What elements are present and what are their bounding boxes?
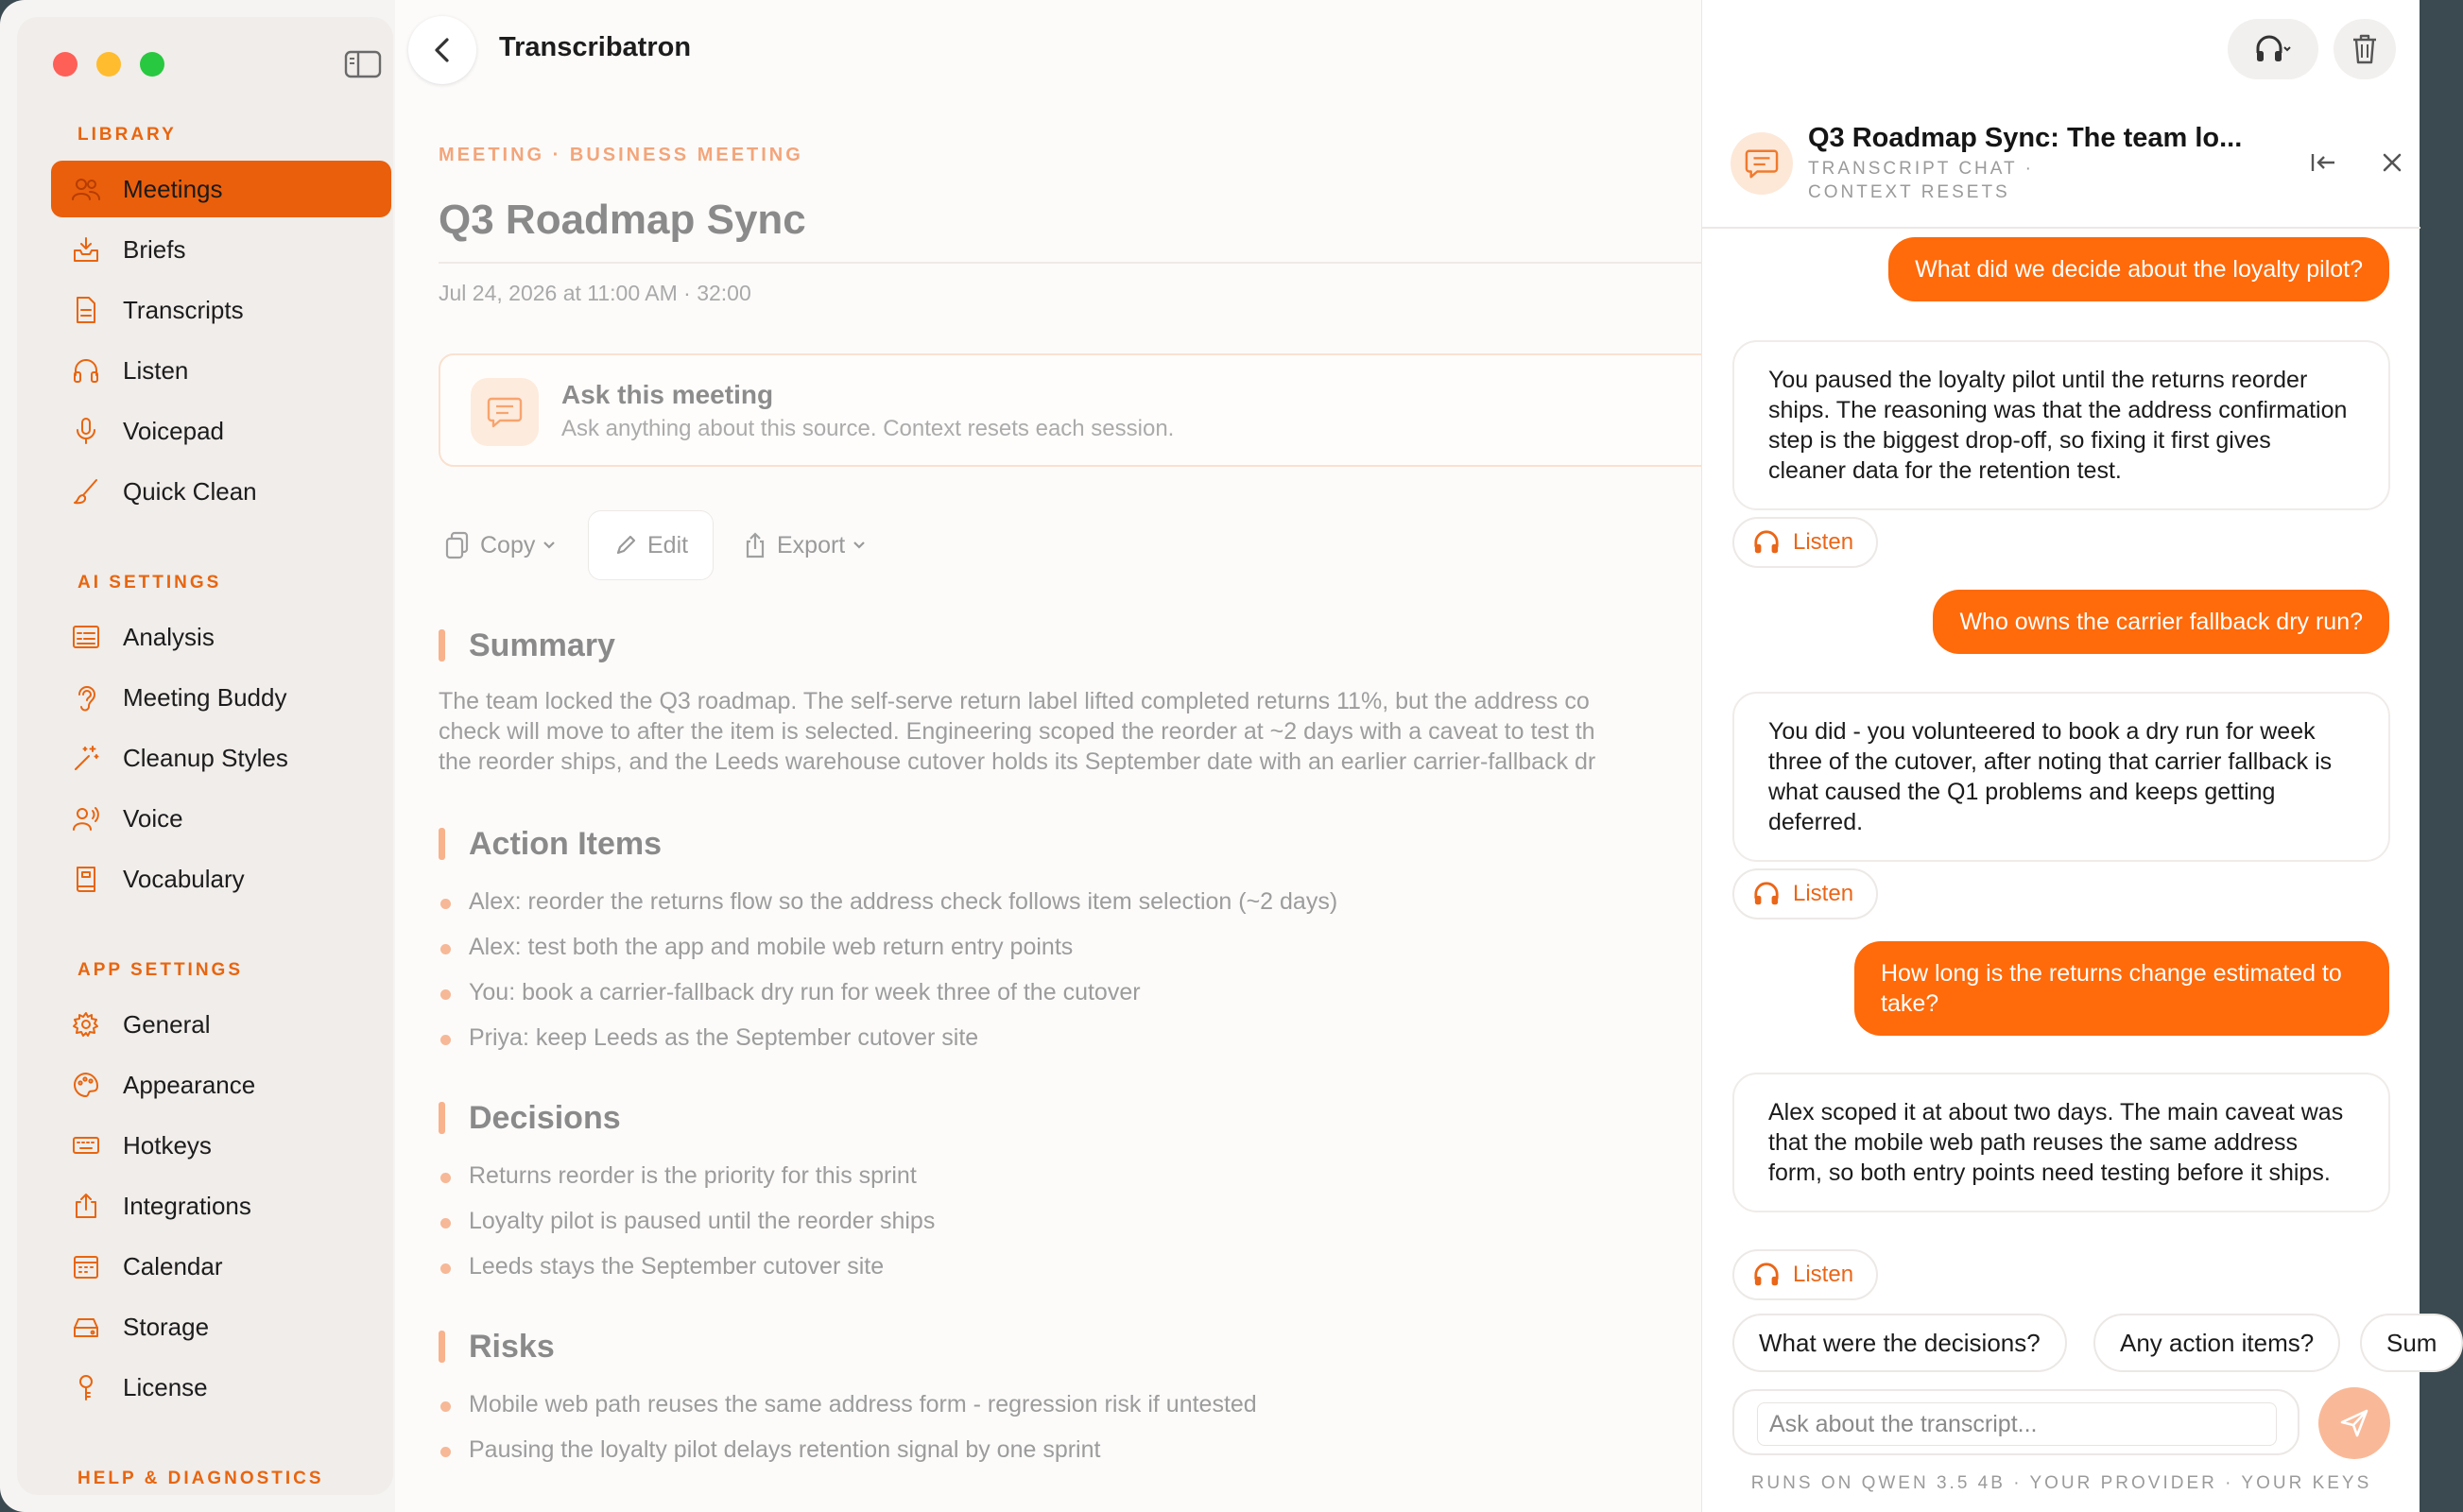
action-items-list <box>439 885 1337 1066</box>
summary-heading: Summary <box>439 627 615 664</box>
chat-title: Q3 Roadmap Sync: The team lo... <box>1808 123 2243 153</box>
voice-icon <box>72 804 100 833</box>
drive-icon <box>72 1313 100 1341</box>
send-button[interactable] <box>2318 1387 2390 1459</box>
list-item: Mobile web path reuses the same address form - regression risk if untested <box>439 1387 1257 1433</box>
headphones-icon <box>1753 1263 1780 1287</box>
sidebar-item-label: Hotkeys <box>123 1130 212 1160</box>
sidebar-item-analysis[interactable] <box>51 609 391 665</box>
sidebar-item-hotkeys[interactable] <box>51 1117 391 1174</box>
sidebar-item-transcripts[interactable] <box>51 282 391 338</box>
audio-output-button[interactable] <box>2228 19 2318 79</box>
ask-title: Ask this meeting <box>561 380 774 409</box>
sidebar-item-cleanup-styles[interactable] <box>51 730 391 786</box>
ask-meeting-card[interactable] <box>439 353 1743 467</box>
palette-icon <box>72 1071 100 1099</box>
export-button[interactable] <box>743 510 868 580</box>
app-title: Transcribatron <box>499 32 692 62</box>
sidebar-item-quick-clean[interactable] <box>51 463 391 520</box>
delete-button[interactable] <box>2334 19 2396 79</box>
sidebar-item-label: Vocabulary <box>123 864 245 893</box>
sidebar <box>17 17 393 1495</box>
suggestion-chip[interactable]: Any action items? <box>2093 1314 2340 1372</box>
listen-button[interactable] <box>1732 517 1878 568</box>
sidebar-item-license[interactable] <box>51 1359 391 1416</box>
ask-subtitle: Ask anything about this source. Context resets each session. <box>561 416 1175 441</box>
summary-line: the reorder ships, and the Leeds warehouse cutover holds its September date with an earlier carrier-fallback dr <box>439 748 1596 775</box>
export-label: Export <box>777 531 846 558</box>
sidebar-item-briefs[interactable] <box>51 221 391 278</box>
suggestion-chip[interactable]: Sum <box>2360 1314 2463 1372</box>
chevron-down-icon <box>851 540 868 551</box>
suggestion-chip[interactable]: What were the decisions? <box>1732 1314 2067 1372</box>
sidebar-item-label: Voicepad <box>123 416 224 445</box>
close-icon <box>2381 151 2403 174</box>
listen-label: Listen <box>1793 881 1854 906</box>
listen-label: Listen <box>1793 1262 1854 1287</box>
edit-button[interactable] <box>588 510 714 580</box>
chat-bubble-icon <box>471 378 539 446</box>
decisions-heading: Decisions <box>439 1100 621 1137</box>
list-item: Returns reorder is the priority for this sprint <box>439 1159 935 1204</box>
sidebar-item-label: Appearance <box>123 1070 256 1099</box>
sidebar-item-label: Quick Clean <box>123 476 257 506</box>
title-divider <box>439 262 1705 264</box>
sidebar-item-label: General <box>123 1009 211 1039</box>
list-item: Alex: test both the app and mobile web return entry points <box>439 930 1337 975</box>
sidebar-item-appearance[interactable] <box>51 1057 391 1113</box>
list-item: Loyalty pilot is paused until the reorder ships <box>439 1204 935 1249</box>
headphones-icon <box>1753 530 1780 555</box>
provider-footer: RUNS ON QWEN 3.5 4B · YOUR PROVIDER · YOUR KEYS <box>1750 1473 2372 1493</box>
key-icon <box>72 1373 100 1401</box>
summary-line: The team locked the Q3 roadmap. The self-serve return label lifted completed returns 11%, but the address co <box>439 688 1590 714</box>
sidebar-item-label: Storage <box>123 1312 210 1341</box>
headphones-icon <box>1753 882 1780 906</box>
sidebar-item-voice[interactable] <box>51 790 391 847</box>
headphones-icon <box>72 356 100 385</box>
risks-heading: Risks <box>439 1329 555 1366</box>
sidebar-item-label: Cleanup Styles <box>123 743 288 772</box>
assistant-message: Alex scoped it at about two days. The main caveat was that the mobile web path reuses the same address form, so both entry points need testing before it ships. <box>1732 1073 2390 1212</box>
chat-header-divider <box>1702 227 2420 229</box>
listen-button[interactable] <box>1732 868 1878 919</box>
chat-subtitle <box>1808 157 2034 204</box>
sidebar-item-calendar[interactable] <box>51 1238 391 1295</box>
copy-icon <box>444 530 471 560</box>
sidebar-item-label: Calendar <box>123 1251 223 1280</box>
page-title: Q3 Roadmap Sync <box>439 197 806 243</box>
sidebar-item-label: Meetings <box>123 174 223 203</box>
calendar-icon <box>72 1252 100 1280</box>
list-icon <box>72 623 100 651</box>
arrow-left-bar-icon <box>2310 151 2338 174</box>
share-icon <box>72 1192 100 1220</box>
sidebar-item-meetings[interactable] <box>51 161 391 217</box>
sidebar-item-voicepad[interactable] <box>51 403 391 459</box>
sidebar-section-title: LIBRARY <box>78 125 177 145</box>
sidebar-item-meeting-buddy[interactable] <box>51 669 391 726</box>
list-item: Alex: reorder the returns flow so the address check follows item selection (~2 days) <box>439 885 1337 930</box>
chat-input[interactable] <box>1757 1402 2277 1446</box>
listen-button[interactable] <box>1732 1249 1878 1300</box>
user-message: Who owns the carrier fallback dry run? <box>1933 590 2389 654</box>
list-item: You: book a carrier-fallback dry run for week three of the cutover <box>439 975 1337 1021</box>
summary-line: check will move to after the item is selected. Engineering scoped the reorder at ~2 days with a caveat to test th <box>439 718 1595 745</box>
sidebar-toggle-icon[interactable] <box>344 49 382 79</box>
list-item: Priya: keep Leeds as the September cutover site <box>439 1021 1337 1066</box>
user-message: How long is the returns change estimated to take? <box>1854 941 2389 1036</box>
sidebar-item-label: Integrations <box>123 1191 251 1220</box>
user-message: What did we decide about the loyalty pilot? <box>1888 237 2389 301</box>
sidebar-item-vocabulary[interactable] <box>51 850 391 907</box>
chevron-down-icon <box>541 540 558 551</box>
copy-button[interactable] <box>444 510 558 580</box>
close-panel-button[interactable] <box>2368 138 2417 187</box>
risks-list <box>439 1387 1257 1478</box>
share-icon <box>743 531 767 559</box>
back-button[interactable] <box>408 16 476 84</box>
sidebar-item-label: Listen <box>123 355 189 385</box>
sidebar-item-general[interactable] <box>51 996 391 1053</box>
decisions-list <box>439 1159 935 1295</box>
inbox-icon <box>72 235 100 264</box>
gear-icon <box>72 1010 100 1039</box>
assistant-message: You paused the loyalty pilot until the returns reorder ships. The reasoning was that the address confirmation step is the biggest drop-off, so fixing it first gives cleaner data for the retention test. <box>1732 340 2390 510</box>
keyboard-icon <box>72 1131 100 1160</box>
sidebar-section-title: AI SETTINGS <box>78 573 222 593</box>
listen-label: Listen <box>1793 529 1854 555</box>
pencil-icon <box>613 533 638 558</box>
document-icon <box>72 296 100 324</box>
chevron-left-icon <box>430 36 455 64</box>
action-items-heading: Action Items <box>439 826 662 863</box>
minimize-window-button[interactable] <box>96 52 121 77</box>
sidebar-item-label: License <box>123 1372 208 1401</box>
trash-icon <box>2351 33 2378 65</box>
headphones-icon <box>2255 34 2291 64</box>
chat-bubble-icon <box>1731 132 1793 195</box>
assistant-message: You did - you volunteered to book a dry run for week three of the cutover, after noting that carrier fallback is what caused the Q1 problems and keeps getting deferred. <box>1732 692 2390 862</box>
summary-text <box>439 686 1705 777</box>
book-icon <box>72 865 100 893</box>
wand-icon <box>72 744 100 772</box>
list-item: Leeds stays the September cutover site <box>439 1249 935 1295</box>
chat-subtitle-line: CONTEXT RESETS <box>1808 182 2010 202</box>
ear-icon <box>72 683 100 712</box>
meeting-meta: Jul 24, 2026 at 11:00 AM · 32:00 <box>439 281 751 305</box>
edit-label: Edit <box>647 531 689 558</box>
sidebar-item-storage[interactable] <box>51 1298 391 1355</box>
sidebar-item-label: Analysis <box>123 622 215 651</box>
sidebar-item-label: Transcripts <box>123 295 244 324</box>
sidebar-item-label: Voice <box>123 803 183 833</box>
brush-icon <box>72 477 100 506</box>
sidebar-item-label: Meeting Buddy <box>123 682 287 712</box>
copy-label: Copy <box>480 531 536 558</box>
zoom-window-button[interactable] <box>140 52 164 77</box>
sidebar-item-listen[interactable] <box>51 342 391 399</box>
collapse-panel-button[interactable] <box>2299 138 2349 187</box>
sidebar-section-title: HELP & DIAGNOSTICS <box>78 1469 324 1488</box>
people-icon <box>72 175 100 203</box>
sidebar-section-title: APP SETTINGS <box>78 960 244 980</box>
list-item: Pausing the loyalty pilot delays retention signal by one sprint <box>439 1433 1257 1478</box>
chat-input-container <box>1732 1389 2299 1455</box>
send-icon <box>2338 1407 2370 1439</box>
transcript-chat-panel <box>1701 0 2437 1512</box>
microphone-icon <box>72 417 100 445</box>
sidebar-item-integrations[interactable] <box>51 1177 391 1234</box>
close-window-button[interactable] <box>53 52 78 77</box>
breadcrumb: MEETING · BUSINESS MEETING <box>439 145 803 165</box>
chat-subtitle-line: TRANSCRIPT CHAT · <box>1808 159 2034 179</box>
sidebar-item-label: Briefs <box>123 234 186 264</box>
